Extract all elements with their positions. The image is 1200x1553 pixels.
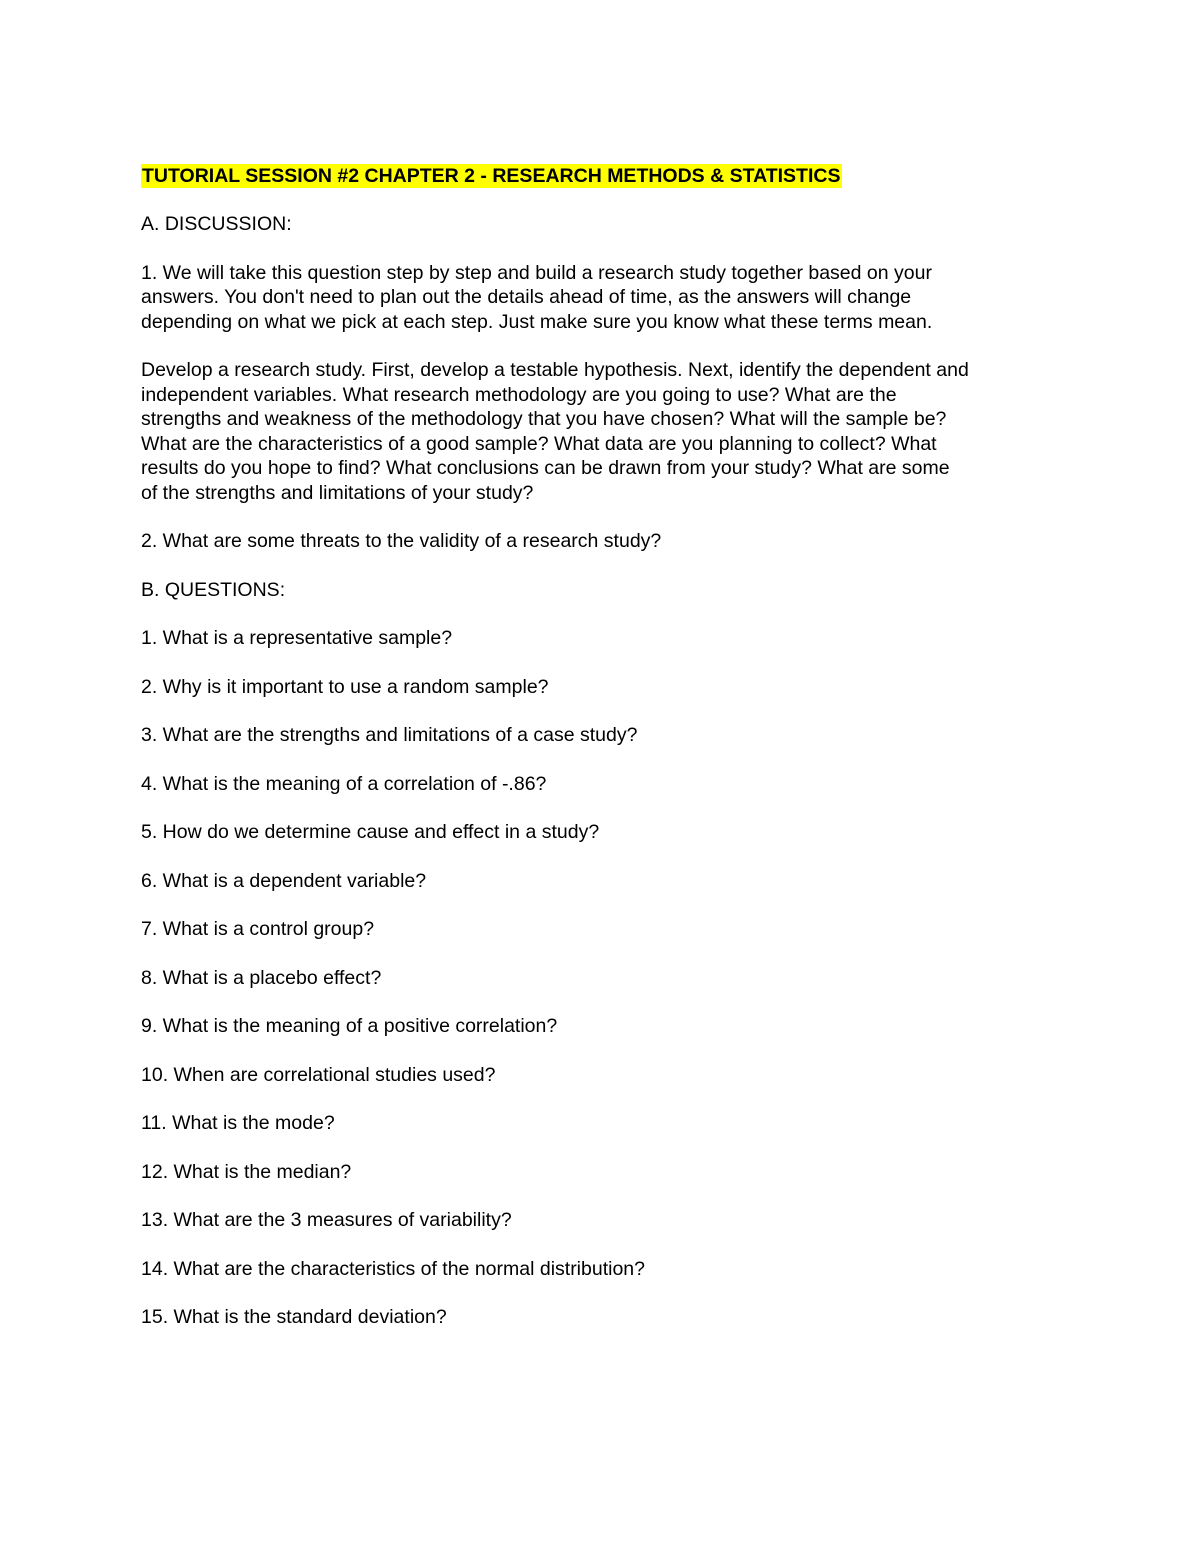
question-item: 9. What is the meaning of a positive correlation? xyxy=(141,1015,558,1037)
discussion-paragraph-line: results do you hope to find? What conclusions can be drawn from your study? What are some xyxy=(141,457,950,479)
discussion-paragraph-line: Develop a research study. First, develop a testable hypothesis. Next, identify the dependent and xyxy=(141,359,969,381)
discussion-paragraph-line: independent variables. What research methodology are you going to use? What are the xyxy=(141,383,897,406)
question-item: 14. What are the characteristics of the normal distribution? xyxy=(141,1257,645,1280)
document-page xyxy=(141,164,1071,1330)
discussion-paragraph-line: of the strengths and limitations of your study? xyxy=(141,481,534,504)
discussion-item-1 xyxy=(141,261,1071,335)
question-item: 4. What is the meaning of a correlation of -.86? xyxy=(141,772,547,795)
question-item: 10. When are correlational studies used? xyxy=(141,1063,496,1086)
discussion-item-2: 2. What are some threats to the validity of a research study? xyxy=(141,530,662,552)
question-item: 2. Why is it important to use a random sample? xyxy=(141,675,549,698)
question-item: 3. What are the strengths and limitations of a case study? xyxy=(141,724,638,746)
question-item: 15. What is the standard deviation? xyxy=(141,1306,447,1328)
question-item: 7. What is a control group? xyxy=(141,918,375,940)
discussion-paragraph xyxy=(141,358,1071,505)
question-item: 1. What is a representative sample? xyxy=(141,627,453,649)
document-title: TUTORIAL SESSION #2 CHAPTER 2 - RESEARCH METHODS & STATISTICS xyxy=(142,165,841,187)
section-a-heading: A. DISCUSSION: xyxy=(141,213,292,235)
question-item: 12. What is the median? xyxy=(141,1160,352,1183)
discussion-item-1-line: 1. We will take this question step by step and build a research study together based on your xyxy=(141,261,932,284)
question-item: 6. What is a dependent variable? xyxy=(141,869,427,892)
question-item: 13. What are the 3 measures of variability? xyxy=(141,1209,512,1231)
question-item: 5. How do we determine cause and effect in a study? xyxy=(141,821,600,843)
discussion-item-1-line: answers. You don't need to plan out the details ahead of time, as the answers will change xyxy=(141,286,912,308)
question-item: 11. What is the mode? xyxy=(141,1112,335,1134)
discussion-paragraph-line: strengths and weakness of the methodology that you have chosen? What will the sample be? xyxy=(141,408,947,430)
section-b-heading: B. QUESTIONS: xyxy=(141,578,286,601)
discussion-paragraph-line: What are the characteristics of a good sample? What data are you planning to collect? What xyxy=(141,432,937,455)
question-item: 8. What is a placebo effect? xyxy=(141,966,382,989)
discussion-item-1-line: depending on what we pick at each step. Just make sure you know what these terms mean. xyxy=(141,310,933,333)
